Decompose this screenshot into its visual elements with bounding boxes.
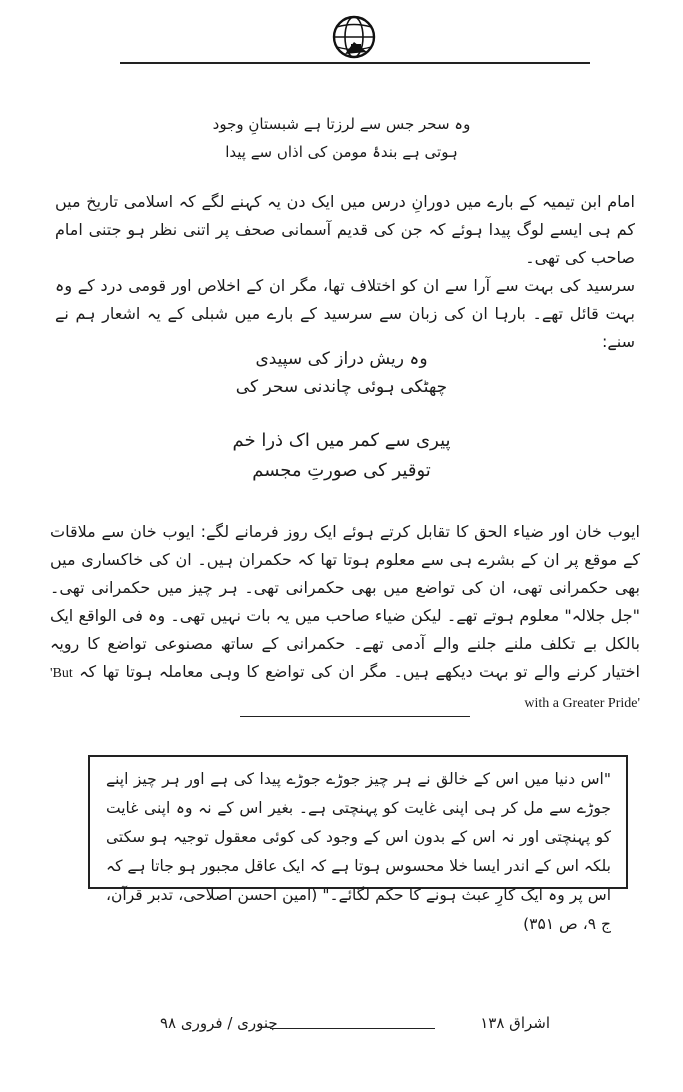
section-divider: [240, 716, 470, 717]
footer-dash: [270, 1028, 435, 1029]
paragraph-ayub-zia: [50, 518, 640, 718]
verse-line-1: وہ سحر جس سے لرزتا ہے شبستانِ وجود: [212, 115, 471, 133]
paragraph-3-text: ایوب خان اور ضیاء الحق کا تقابل کرتے ہوئے ایک روز فرمانے لگے: ایوب خان سے ملاقات کے موقع پر ان کے بشرے ہی سے معلوم ہوتا تھا کہ حکمران ہیں۔ ان کی خاکساری میں بھی حکمرانی تھی، ان کی تواضع میں بھی حکمرانی تھی۔ ہر چیز میں حکمرانی تھی۔ "جل جلالہ" معلوم ہوتے تھے۔ لیکن ضیاء صاحب میں یہ بات نہیں تھی۔ وہ فی الواقع ایک بالکل بے تکلف ملنے جلنے والے آدمی تھے۔ حکمرانی کے ساتھ مصنوعی تواضع کا رویہ اختیار کرنے والے تو بہت دیکھے ہیں۔ مگر ان کی تواضع کا وہی معاملہ ہوتا تھا کہ: [50, 522, 640, 681]
english-quote: 'But with a Greater Pride': [50, 666, 640, 711]
paragraph-ibn-taymiyyah: [55, 188, 635, 356]
quote-text: "اس دنیا میں اس کے خالق نے ہر چیز جوڑے جوڑے پیدا کی ہے اور ہر چیز اپنے جوڑے سے مل کر ہی اپنی غایت کو پہنچتی ہے۔ بغیر اس کے نہ وہ اپنی غایت کو پہنچتی اور نہ اس کے بدون اس کے وجود کی کوئی معقول توجیہ ہو سکتی بلکہ اس کے اندر ایسا خلا محسوس ہوتا ہے کہ ایک عاقل مجبور ہو جاتا ہے کہ اس پر وہ ایک کارِ عبث ہونے کا حکم لگائے۔": [106, 770, 611, 904]
footer-journal: اشراق ۱۳۸: [480, 1014, 550, 1032]
quote-body: [106, 765, 611, 939]
globe-emblem-icon: [331, 14, 377, 60]
verse-line-2: ہوتی ہے بندۂ مومن کی اذاں سے پیدا: [225, 143, 458, 161]
paragraph-2-text: سرسید کی بہت سے آرا سے ان کو اختلاف تھا، مگر ان کے اخلاص اور قومی درد کے وہ بہت قائل تھے۔ بارہا ان کی زبان سے سرسید کے بارے میں شبلی کے یہ اشعار ہم نے سنے:: [55, 276, 635, 351]
page-footer: [150, 1010, 550, 1040]
poem-line-1: وہ ریش دراز کی سپیدی: [255, 349, 428, 369]
header-rule: [120, 62, 590, 64]
paragraph-3-body: [50, 518, 640, 718]
shibli-poem-stanza-1: [0, 345, 683, 401]
poem-line-3: پیری سے کمر میں اک ذرا خم: [232, 430, 451, 451]
poem-line-2: چھٹکی ہوئی چاندنی سحر کی: [235, 377, 448, 397]
paragraph-1-text: امام ابن تیمیہ کے بارے میں دورانِ درس میں ایک دن یہ کہنے لگے کہ اسلامی تاریخ میں کم ہی ایسے لوگ پیدا ہوئے کہ جن کی قدیم آسمانی صحف پر اتنی نظر ہو جتنی امام صاحب کی تھی۔: [55, 192, 635, 267]
opening-verse: [0, 110, 683, 166]
shibli-poem-stanza-2: [0, 426, 683, 486]
quote-box: [88, 755, 628, 933]
quote-citation: (امین احسن اصلاحی، تدبر قرآن، ج ۹، ص ۳۵۱): [106, 886, 611, 933]
poem-line-4: توقیر کی صورتِ مجسم: [252, 460, 431, 481]
footer-issue: جنوری / فروری ۹۸: [160, 1014, 278, 1032]
